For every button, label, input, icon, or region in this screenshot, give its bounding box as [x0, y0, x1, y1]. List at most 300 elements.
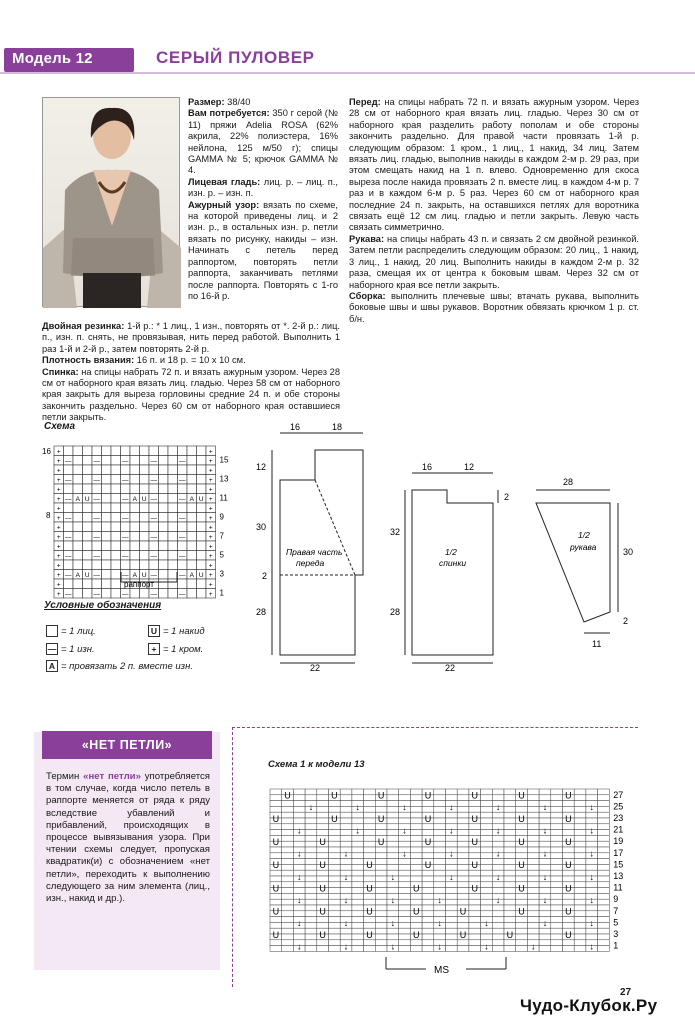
schema1-cell [340, 882, 352, 888]
schema1-cell [598, 859, 610, 865]
schema1-cell [329, 882, 341, 888]
chart-cell [92, 579, 102, 589]
schema1-cell [574, 835, 586, 841]
schema1-cell [457, 859, 469, 865]
chart-cell-symbol: — [93, 477, 100, 484]
schema1-symbol: U [565, 837, 572, 847]
schema1-cell [434, 870, 446, 876]
schema1-cell [469, 940, 481, 946]
chart-cell [111, 494, 121, 504]
schema1-cell [598, 801, 610, 807]
chart-cell [197, 532, 207, 542]
schema1-symbol: U [565, 790, 572, 801]
schema1-symbol: ↓ [343, 895, 349, 905]
schema1-cell [457, 812, 469, 818]
schema1-cell [364, 853, 376, 859]
chart-cell [168, 570, 178, 580]
schema1-cell [492, 934, 504, 940]
sleeve-label-2: рукава [570, 542, 597, 552]
chart-cell-symbol: — [93, 496, 100, 503]
chart-cell [130, 541, 140, 551]
chart-cell [197, 456, 207, 466]
schema1-symbol: ↓ [390, 941, 396, 952]
schema1-cell [516, 806, 528, 812]
schema1-cell [293, 812, 305, 818]
schema1-cell [574, 911, 586, 917]
schema1-cell [598, 830, 610, 836]
back-label-2: спинки [439, 558, 467, 568]
schema1-cell [282, 835, 294, 841]
schema1-symbol: U [518, 906, 525, 917]
schema1-cell [539, 818, 551, 824]
schema1-symbol: U [331, 813, 338, 824]
chart-cell [187, 522, 197, 532]
schema1-cell [527, 911, 539, 917]
size-paragraph [188, 97, 338, 108]
schema1-cell [410, 801, 422, 807]
schema1-cell [375, 893, 387, 899]
schema1-symbol: U [272, 906, 280, 917]
schema1-cell [282, 853, 294, 859]
schema1-cell [410, 847, 422, 853]
schema1-cell [504, 835, 516, 841]
schema1-cell [399, 876, 411, 882]
schema1-cell [516, 946, 528, 952]
chart-cell [140, 465, 150, 475]
schema1-cell [504, 818, 516, 824]
schema1-cell [504, 789, 516, 795]
schema1-cell [539, 888, 551, 894]
schema1-cell [329, 864, 341, 870]
schema1-cell [282, 812, 294, 818]
schema1-cell [527, 835, 539, 841]
chart-cell-symbol: U [198, 572, 204, 579]
schema1-cell [375, 847, 387, 853]
schema1-cell [551, 835, 563, 841]
no-stitch-keyword: «нет петли» [83, 771, 141, 782]
front-value: на спицы набрать 72 п. и вязать ажурным узором. Через 28 см от наборного края вязать лиц. гладью. Через 30 см от наборного края разделить работу пополам и обе стороны закончить раздельно. Для правой части провязать 1-й р. следующим образом: 1 кром., 1 лиц., 1 накид, 34 лиц. Затем вязать лиц. гладью, выполнив накиды в каждом 2-м р. 29 раз, при этом смещать накид на 1 п. влево. Одновременно для скоса выреза после накида провязать 2 п. вместе лиц. в каждом 4-м р. 7 раз и в каждом 6-м р. 5 раз. Через 60 см от наборного края последние 24 п. закрыть, на оставшихся петлях для воротника связать ещё 12 см лиц. гладью и петли закрыть. Левую часть связать симметрично. [349, 97, 639, 233]
schema1-cell [598, 922, 610, 928]
chart-cell [92, 560, 102, 570]
schema1-cell [504, 806, 516, 812]
schema1-symbol: U [272, 860, 280, 871]
chart-cell [140, 456, 150, 466]
schema1-cell [364, 830, 376, 836]
schema1-cell [352, 928, 364, 934]
density-paragraph [42, 355, 340, 366]
chart-cell-symbol: + [208, 543, 213, 551]
schema1-cell [282, 806, 294, 812]
schema1-cell [457, 899, 469, 905]
schema1-cell [317, 940, 329, 946]
schema1-cell [410, 789, 422, 795]
back-w-bot: 22 [445, 663, 456, 673]
schema1-cell [329, 876, 341, 882]
chart-cell-symbol: + [208, 486, 213, 494]
chart-cell [168, 494, 178, 504]
schema1-symbol: U [319, 883, 326, 894]
schema1-cell [270, 940, 282, 946]
schema1-cell [434, 806, 446, 812]
schema1-cell [481, 928, 493, 934]
schema1-cell [305, 934, 317, 940]
chart-cell [159, 494, 169, 504]
schema1-cell [446, 905, 458, 911]
chart-cell [111, 589, 121, 599]
schema1-cell [364, 806, 376, 812]
schema1-cell [434, 847, 446, 853]
schema1-cell [375, 830, 387, 836]
rib-value: 1-й р.: * 1 лиц., 1 изн., повторять от *. 2-й р.: лиц. п., изн. п. снять, не провязывая, нить перед работой. Выполнить 1 раз 1-й и 2-й р., затем повторять 2-й р. [42, 321, 341, 354]
schema1-cell [527, 934, 539, 940]
yarnover-symbol: U [148, 625, 160, 637]
schema1-cell [293, 789, 305, 795]
chart-cell-symbol: — [179, 496, 186, 503]
chart-cell [64, 465, 74, 475]
schema1-cell [598, 835, 610, 841]
schema1-cell [551, 940, 563, 946]
chart-cell-symbol: + [208, 591, 213, 598]
schema1-cell [434, 934, 446, 940]
chart-cell [102, 503, 112, 513]
chart-cell [102, 446, 112, 456]
schema1-cell [399, 888, 411, 894]
schema1-cell [270, 922, 282, 928]
schema1-cell [387, 905, 399, 911]
schema1-cell [539, 841, 551, 847]
chart-cell-symbol: + [56, 581, 61, 589]
schema1-cell [317, 812, 329, 818]
schema1-row-number: 13 [613, 871, 624, 881]
model-photo-drawing [43, 98, 181, 308]
schema1-cell [282, 888, 294, 894]
schema1-cell [282, 864, 294, 870]
schema1-symbol: U [272, 813, 280, 824]
chart-cell [121, 484, 131, 494]
chart-cell-symbol: + [208, 448, 213, 456]
schema1-cell [457, 940, 469, 946]
chart-cell [197, 579, 207, 589]
schema1-cell [586, 795, 598, 801]
schema1-cell [563, 893, 575, 899]
schema1-cell [539, 812, 551, 818]
schema-title: Схема [44, 421, 76, 432]
chart-cell-symbol: — [65, 553, 72, 560]
schema1-cell [492, 864, 504, 870]
legend-title: Условные обозначения [44, 600, 162, 611]
size-value: 38/40 [224, 97, 251, 107]
schema1-cell [282, 893, 294, 899]
chart-cell [83, 513, 93, 523]
chart-cell [73, 560, 83, 570]
schema1-cell [375, 859, 387, 865]
legend-knit [46, 625, 96, 637]
schema1-cell [516, 870, 528, 876]
schema1-cell [270, 876, 282, 882]
schema1-cell [598, 899, 610, 905]
schema1-symbol: ↓ [343, 941, 349, 952]
chart-cell [187, 456, 197, 466]
schema1-cell [481, 853, 493, 859]
schema1-cell [364, 835, 376, 841]
schema1-cell [387, 818, 399, 824]
schema1-cell [574, 806, 586, 812]
chart-cell [140, 446, 150, 456]
photo-lace-band [71, 238, 155, 276]
chart-cell [178, 579, 188, 589]
stockinette-label: Лицевая гладь: [188, 176, 261, 187]
chart-cell [83, 560, 93, 570]
schema1-symbol: U [366, 883, 373, 894]
chart-cell [149, 541, 159, 551]
chart-cell [83, 475, 93, 485]
schema1-cell [387, 859, 399, 865]
chart-cell [178, 522, 188, 532]
back-h-mid: 32 [390, 527, 401, 537]
schema1-cell [563, 801, 575, 807]
schema1-cell [364, 841, 376, 847]
chart-cell-symbol: + [208, 458, 213, 465]
schema1-cell [504, 922, 516, 928]
chart-cell [178, 560, 188, 570]
chart-cell-symbol: + [208, 515, 213, 522]
front-paragraph [349, 97, 639, 234]
schema1-cell [481, 841, 493, 847]
schema1-cell [539, 905, 551, 911]
schema1-cell [539, 928, 551, 934]
back-pattern [390, 462, 509, 673]
schema1-cell [527, 795, 539, 801]
schema1-cell [410, 795, 422, 801]
schema1-cell [329, 847, 341, 853]
schema1-cell [340, 928, 352, 934]
schema1-cell [469, 934, 481, 940]
legend-edge [148, 643, 203, 655]
chart-cell-symbol: + [208, 524, 213, 532]
schema1-cell [317, 870, 329, 876]
schema1-cell [551, 859, 563, 865]
schema1-cell [598, 888, 610, 894]
schema1-cell [563, 946, 575, 952]
schema1-cell [282, 870, 294, 876]
schema1-cell [282, 882, 294, 888]
schema1-cell [527, 864, 539, 870]
chart-cell-symbol: — [150, 553, 157, 560]
schema1-cell [375, 853, 387, 859]
schema1-cell [329, 841, 341, 847]
chart-row-number: 11 [219, 493, 228, 503]
schema1-cell [492, 835, 504, 841]
sleeve-label-1: 1/2 [578, 530, 590, 540]
chart-cell [149, 446, 159, 456]
schema1-cell [329, 899, 341, 905]
schema1-symbol: U [518, 790, 525, 801]
chart-cell-symbol: — [122, 553, 129, 560]
schema1-cell [516, 893, 528, 899]
schema1-cell [305, 899, 317, 905]
lace-label: Ажурный узор: [188, 199, 260, 210]
schema1-cell [527, 859, 539, 865]
schema1-cell [527, 905, 539, 911]
front-h-mid: 30 [256, 522, 267, 532]
schema1-cell [422, 853, 434, 859]
schema1-cell [305, 835, 317, 841]
chart-cell-symbol: + [208, 581, 213, 589]
chart-cell [64, 446, 74, 456]
schema1-cell [551, 812, 563, 818]
chart-row-8: 8 [46, 511, 51, 520]
schema1-cell [492, 946, 504, 952]
schema1-cell [317, 824, 329, 830]
chart-cell [102, 494, 112, 504]
schema1-cell [504, 847, 516, 853]
schema1-symbol: U [377, 790, 385, 801]
schema1-cell [586, 934, 598, 940]
schema1-cell [446, 899, 458, 905]
schema1-cell [586, 812, 598, 818]
schema1-cell [574, 905, 586, 911]
rapport-label: раппорт [124, 580, 154, 589]
schema1-cell [422, 847, 434, 853]
schema1-cell [574, 928, 586, 934]
front-label: Перед: [349, 97, 381, 107]
schema1-symbol: U [471, 860, 478, 871]
schema1-cell [422, 899, 434, 905]
schema1-symbol: ↓ [449, 848, 454, 859]
schema1-row-number: 25 [613, 801, 624, 812]
chart-cell-symbol: — [179, 477, 186, 484]
schema1-symbol: U [319, 860, 326, 871]
schema1-row-number: 21 [613, 824, 624, 835]
schema1-cell [492, 917, 504, 923]
chart-cell-symbol: U [141, 572, 147, 579]
chart-cell [64, 484, 74, 494]
chart-cell-symbol: A [75, 572, 80, 579]
schema1-cell [329, 870, 341, 876]
schema1-cell [270, 830, 282, 836]
chart-cell [187, 541, 197, 551]
schema1-symbol: ↓ [589, 918, 594, 929]
schema1-cell [563, 922, 575, 928]
schema1-cell [457, 876, 469, 882]
schema1-cell [329, 853, 341, 859]
schema1-cell [469, 806, 481, 812]
chart-cell [149, 465, 159, 475]
chart-cell [140, 513, 150, 523]
schema1-cell [446, 812, 458, 818]
schema1-cell [399, 789, 411, 795]
schema1-cell [434, 812, 446, 818]
schema1-cell [551, 888, 563, 894]
schema1-cell [504, 870, 516, 876]
schema1-cell [516, 876, 528, 882]
chart-cell [168, 551, 178, 561]
schema1-cell [516, 847, 528, 853]
chart-cell [130, 465, 140, 475]
schema1-cell [434, 795, 446, 801]
chart-cell [73, 475, 83, 485]
schema1-cell [399, 893, 411, 899]
chart-cell [149, 484, 159, 494]
schema1-cell [364, 824, 376, 830]
schema1-cell [457, 946, 469, 952]
schema1-cell [598, 789, 610, 795]
schema1-symbol: ↓ [589, 871, 594, 882]
schema1-cell [469, 847, 481, 853]
schema1-cell [516, 824, 528, 830]
schema1-symbol: U [284, 790, 291, 801]
schema1-cell [352, 922, 364, 928]
schema1-cell [516, 940, 528, 946]
chart-cell [140, 532, 150, 542]
schema1-cell [551, 806, 563, 812]
schema1-symbol: U [565, 860, 572, 871]
schema1-symbol: ↓ [589, 941, 594, 952]
schema1-cell [434, 789, 446, 795]
schema1-cell [527, 876, 539, 882]
schema1-cell [399, 899, 411, 905]
schema1-cell [516, 922, 528, 928]
schema1-symbol: ↓ [297, 895, 302, 905]
chart-cell [83, 446, 93, 456]
schema1-cell [598, 806, 610, 812]
chart-cell [64, 522, 74, 532]
schema1-cell [469, 899, 481, 905]
chart-cell [159, 551, 169, 561]
schema1-cell [375, 946, 387, 952]
schema1-symbol: ↓ [297, 871, 302, 882]
schema1-cell [329, 922, 341, 928]
sleeve-w-top: 28 [563, 477, 574, 487]
schema1-cell [527, 789, 539, 795]
chart-cell [73, 484, 83, 494]
schema1-row-number: 15 [613, 859, 624, 870]
page-title: СЕРЫЙ ПУЛОВЕР [156, 48, 315, 67]
schema1-cell [527, 917, 539, 923]
schema1-cell [504, 853, 516, 859]
chart-cell [159, 560, 169, 570]
schema1-cell [446, 888, 458, 894]
schema1-cell [539, 795, 551, 801]
chart-cell [159, 446, 169, 456]
schema1-cell [305, 940, 317, 946]
chart-cell [130, 475, 140, 485]
schema1-symbol: ↓ [355, 802, 360, 813]
chart-cell-symbol: — [65, 572, 72, 579]
schema1-cell [563, 870, 575, 876]
schema1-cell [434, 864, 446, 870]
schema1-cell [563, 853, 575, 859]
schema1-cell [574, 801, 586, 807]
schema1-cell [504, 940, 516, 946]
schema1-cell [457, 888, 469, 894]
schema1-cell [352, 818, 364, 824]
schema1-cell [469, 870, 481, 876]
chart-cell-symbol: — [122, 458, 129, 465]
schema1-symbol: U [331, 790, 338, 801]
schema1-cell [457, 922, 469, 928]
schema1-cell [375, 870, 387, 876]
schema1-cell [410, 899, 422, 905]
schema1-symbol: ↓ [484, 941, 489, 952]
schema1-cell [329, 928, 341, 934]
schema1-cell [434, 859, 446, 865]
schema1-cell [422, 870, 434, 876]
chart-cell [73, 541, 83, 551]
back-h-bot: 28 [390, 607, 401, 617]
schema1-cell [352, 870, 364, 876]
chart-cell [140, 484, 150, 494]
